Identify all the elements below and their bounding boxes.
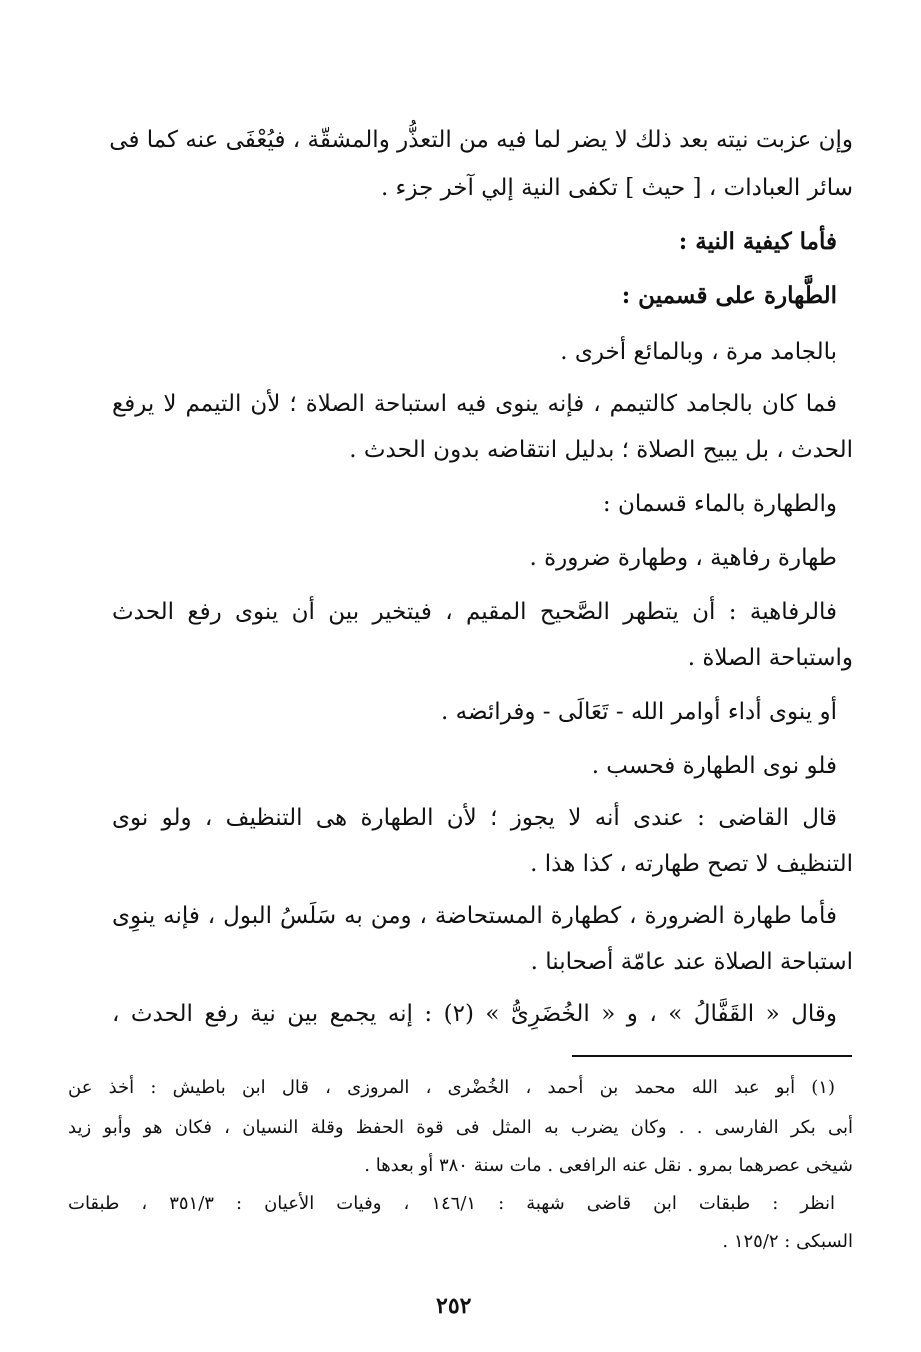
page-number: ٢٥٢ — [436, 1293, 472, 1319]
text-line: والطهارة بالماء قسمان : — [602, 491, 837, 517]
section-heading: الطَّهارة على قسمين : — [621, 282, 837, 309]
footnote-line: انظر : طبقات ابن قاضى شهبة : ١٤٦/١ ، وفيات الأعيان : ٣٥١/٣ ، طبقات — [68, 1193, 836, 1214]
text-line: بالجامد مرة ، وبالمائع أخرى . — [560, 339, 837, 365]
text-line: التنظيف لا تصح طهارته ، كذا هذا . — [530, 851, 853, 877]
footnote-line: (١) أبو عبد الله محمد بن أحمد ، الخُضْرى ، المروزى ، قال ابن باطيش : أخذ عن — [68, 1077, 835, 1098]
text-line: فأما طهارة الضرورة ، كطهارة المستحاضة ، ومن به سَلَسُ البول ، فإنه ينوِى — [112, 903, 837, 929]
text-line: فلو نوى الطهارة فحسب . — [591, 753, 837, 779]
text-line: استباحة الصلاة عند عامّة أصحابنا . — [530, 949, 853, 975]
text-line: وقال « القَفَّالُ » ، و « الخُضَرِىُّ » (٢) : إنه يجمع بين نية رفع الحدث ، — [112, 1001, 837, 1027]
footnote-line: شيخى عصرهما بمرو . نقل عنه الرافعى . مات سنة ٣٨٠ أو بعدها . — [364, 1155, 853, 1176]
text-line: قال القاضى : عندى أنه لا يجوز ؛ لأن الطهارة هى التنظيف ، ولو نوى — [112, 805, 837, 831]
text-line: وإن عزبت نيته بعد ذلك لا يضر لما فيه من التعذُّر والمشقّة ، فيُعْفَى عنه كما فى — [109, 127, 853, 153]
text-line: طهارة رفاهية ، وطهارة ضرورة . — [529, 545, 837, 571]
text-line: أو ينوى أداء أوامر الله - تَعَالَى - وفرائضه . — [441, 699, 837, 725]
footnote-line: السبكى : ١٢٥/٢ . — [722, 1231, 853, 1252]
text-line: سائر العبادات ، [ حيث ] تكفى النية إلي آخر جزء . — [380, 175, 853, 201]
text-line: فأما كيفية النية : — [678, 228, 837, 255]
text-line: الحدث ، بل يبيح الصلاة ؛ بدليل انتقاضه بدون الحدث . — [349, 437, 853, 463]
text-line: فما كان بالجامد كالتيمم ، فإنه ينوى فيه استباحة الصلاة ؛ لأن التيمم لا يرفع — [112, 391, 837, 417]
text-line: فالرفاهية : أن يتطهر الصَّحيح المقيم ، فيتخير بين أن ينوى رفع الحدث — [112, 599, 837, 625]
footnote-line: أبى بكر الفارسى . . وكان يضرب به المثل فى قوة الحفظ وقلة النسيان ، فكان هو وأبو زيد — [68, 1117, 853, 1138]
text-line: واستباحة الصلاة . — [687, 645, 853, 671]
footnote-divider — [572, 1055, 852, 1057]
